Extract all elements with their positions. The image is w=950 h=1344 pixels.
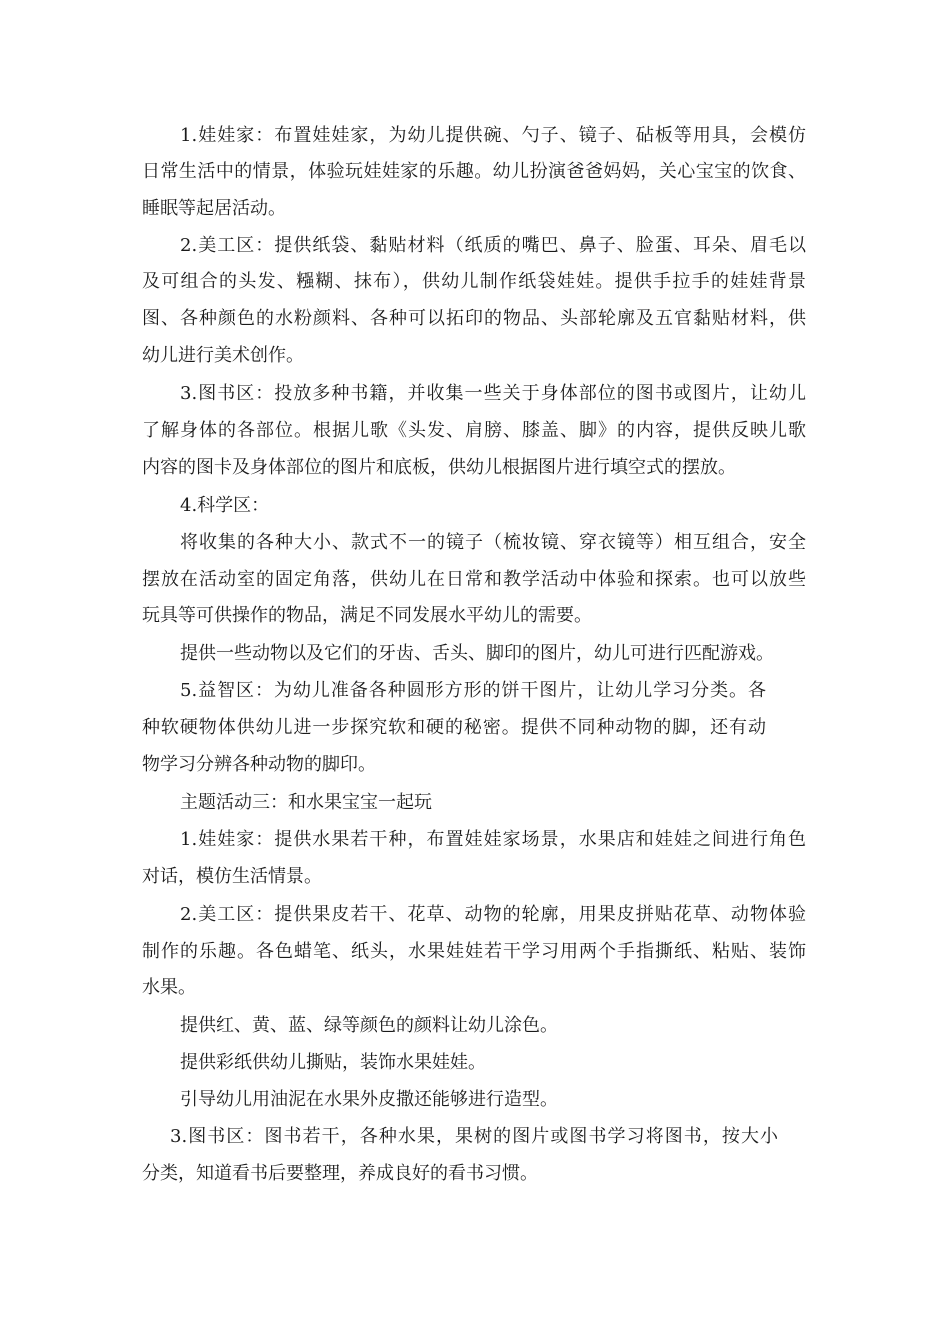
text-line: 种软硬物体供幼儿进一步探究软和硬的秘密。提供不同种动物的脚，还有动	[142, 717, 766, 738]
text-line: 对话，模仿生活情景。	[142, 866, 322, 887]
text-line: 内容的图卡及身体部位的图片和底板，供幼儿根据图片进行填空式的摆放。	[142, 457, 736, 478]
text-line: 图、各种颜色的水粉颜料、各种可以拓印的物品、头部轮廓及五官黏贴材料，供	[142, 308, 806, 329]
text-line: 制作的乐趣。各色蜡笔、纸头，水果娃娃若干学习用两个手指撕纸、粘贴、装饰	[142, 941, 806, 962]
text-line: 3.图书区：投放多种书籍，并收集一些关于身体部位的图书或图片，让幼儿	[180, 383, 806, 404]
text-line: 提供一些动物以及它们的牙齿、舌头、脚印的图片，幼儿可进行匹配游戏。	[180, 643, 774, 664]
text-line: 2.美工区：提供果皮若干、花草、动物的轮廓，用果皮拼贴花草、动物体验	[180, 904, 806, 925]
text-line: 幼儿进行美术创作。	[142, 345, 304, 366]
text-line: 摆放在活动室的固定角落，供幼儿在日常和教学活动中体验和探索。也可以放些	[142, 569, 806, 590]
text-line: 日常生活中的情景，体验玩娃娃家的乐趣。幼儿扮演爸爸妈妈，关心宝宝的饮食、	[142, 161, 806, 182]
text-line: 水果。	[142, 977, 196, 998]
section-heading: 4.科学区：	[180, 495, 270, 516]
text-line: 及可组合的头发、糨糊、抹布），供幼儿制作纸袋娃娃。提供手拉手的娃娃背景	[142, 271, 806, 292]
text-line: 1.娃娃家：布置娃娃家，为幼儿提供碗、勺子、镜子、砧板等用具，会模仿	[180, 125, 806, 146]
text-line: 物学习分辨各种动物的脚印。	[142, 754, 376, 775]
section-heading: 主题活动三：和水果宝宝一起玩	[180, 792, 432, 813]
text-line: 分类，知道看书后要整理，养成良好的看书习惯。	[142, 1163, 538, 1184]
text-line: 提供彩纸供幼儿撕贴，装饰水果娃娃。	[180, 1052, 486, 1073]
text-line: 1.娃娃家：提供水果若干种，布置娃娃家场景，水果店和娃娃之间进行角色	[180, 829, 806, 850]
text-line: 了解身体的各部位。根据儿歌《头发、肩膀、膝盖、脚》的内容，提供反映儿歌	[142, 420, 806, 441]
text-line: 3.图书区：图书若干，各种水果，果树的图片或图书学习将图书，按大小	[170, 1126, 778, 1147]
text-line: 将收集的各种大小、款式不一的镜子（梳妆镜、穿衣镜等）相互组合，安全	[180, 532, 806, 553]
text-line: 2.美工区：提供纸袋、黏贴材料（纸质的嘴巴、鼻子、脸蛋、耳朵、眉毛以	[180, 235, 806, 256]
text-line: 玩具等可供操作的物品，满足不同发展水平幼儿的需要。	[142, 605, 592, 626]
text-line: 5.益智区：为幼儿准备各种圆形方形的饼干图片，让幼儿学习分类。各	[180, 680, 766, 701]
text-line: 提供红、黄、蓝、绿等颜色的颜料让幼儿涂色。	[180, 1015, 558, 1036]
text-line: 引导幼儿用油泥在水果外皮撒还能够进行造型。	[180, 1089, 558, 1110]
text-line: 睡眠等起居活动。	[142, 198, 286, 219]
